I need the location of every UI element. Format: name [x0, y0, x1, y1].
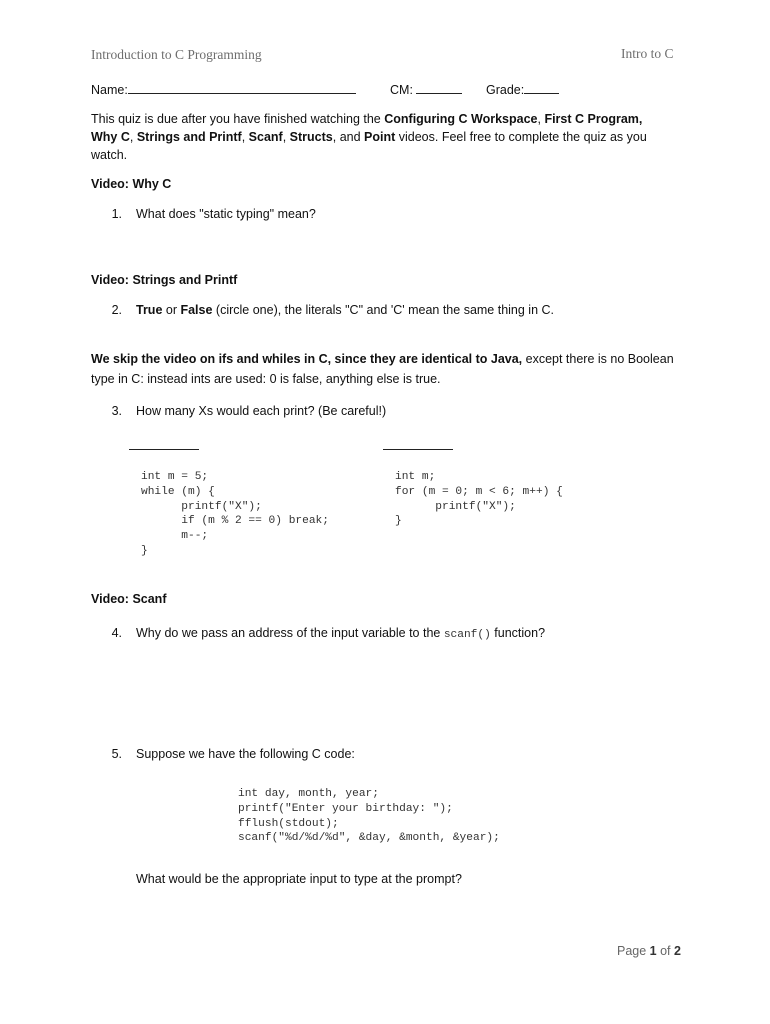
false-option: False: [180, 303, 213, 317]
name-label: Name:: [91, 83, 128, 97]
note-text: except there is no Boolean: [522, 352, 674, 366]
question-4-text: [136, 624, 545, 644]
intro-paragraph: [91, 110, 671, 164]
question-2-text: [136, 301, 554, 319]
video-title: Scanf: [248, 130, 283, 144]
intro-text: ,: [241, 130, 249, 144]
intro-text: ,: [282, 130, 290, 144]
video-title: Why C: [91, 130, 130, 144]
grade-field: [486, 80, 559, 99]
question-text: (circle one), the literals "C" and 'C' mean the same thing in C.: [212, 303, 555, 317]
inline-code: scanf(): [443, 629, 491, 641]
page-of-label: of: [656, 944, 674, 958]
question-1-text: What does "static typing" mean?: [136, 207, 316, 221]
question-5-followup: What would be the appropriate input to type at the prompt?: [136, 872, 462, 886]
page-number: [617, 944, 681, 958]
code-block-while-loop: int m = 5; while (m) { printf("X"); if (m % 2 == 0) break; m--; }: [141, 471, 329, 557]
video-title: Strings and Printf: [136, 130, 242, 144]
section-heading-scanf: Video: Scanf: [91, 592, 167, 606]
answer-blank-right: [383, 449, 453, 450]
total-pages: 2: [674, 944, 681, 958]
intro-text: videos. Feel free to complete the quiz as you: [395, 130, 647, 144]
video-title: First C Program,: [544, 112, 643, 126]
intro-text: watch.: [91, 148, 128, 162]
video-title: Structs: [289, 130, 333, 144]
question-number: 1.: [111, 207, 122, 221]
current-page: 1: [649, 944, 657, 958]
video-title: Point: [364, 130, 396, 144]
question-5-text: Suppose we have the following C code:: [136, 747, 355, 761]
intro-text: This quiz is due after you have finished watching the: [91, 112, 385, 126]
question-number: 4.: [111, 626, 122, 640]
answer-blank-left: [129, 449, 199, 450]
intro-text: , and: [332, 130, 365, 144]
grade-blank: [524, 80, 559, 94]
question-text: Why do we pass an address of the input variable to the: [136, 626, 444, 640]
page-label: Page: [617, 944, 650, 958]
cm-field: [390, 80, 462, 99]
question-number: 2.: [111, 303, 122, 317]
section-heading-why-c: Video: Why C: [91, 177, 172, 191]
intro-text: ,: [129, 130, 137, 144]
question-number: 5.: [111, 747, 122, 761]
true-option: True: [136, 303, 163, 317]
document-header-right: Intro to C: [621, 46, 674, 61]
note-text: type in C: instead ints are used: 0 is false, anything else is true.: [91, 372, 441, 386]
section-heading-strings: Video: Strings and Printf: [91, 273, 238, 287]
ifs-whiles-note: [91, 349, 691, 389]
question-text: or: [162, 303, 181, 317]
code-block-scanf: int day, month, year; printf("Enter your birthday: "); fflush(stdout); scanf("%d/%d/%d", &day, &month, &year);: [238, 788, 500, 845]
grade-label: Grade:: [486, 83, 525, 97]
name-field: [91, 80, 356, 99]
question-number: 3.: [111, 404, 122, 418]
document-header-title: Introduction to C Programming: [91, 47, 262, 62]
cm-label: CM:: [390, 83, 413, 97]
code-block-for-loop: int m; for (m = 0; m < 6; m++) { printf("X"); }: [395, 471, 563, 528]
cm-blank: [416, 80, 462, 94]
intro-text: ,: [537, 112, 545, 126]
question-text: function?: [490, 626, 546, 640]
name-blank: [128, 80, 356, 94]
note-bold-text: We skip the video on ifs and whiles in C, since they are identical to Java,: [91, 352, 523, 366]
question-3-text: How many Xs would each print? (Be careful!): [136, 404, 387, 418]
video-title: Configuring C Workspace: [384, 112, 538, 126]
